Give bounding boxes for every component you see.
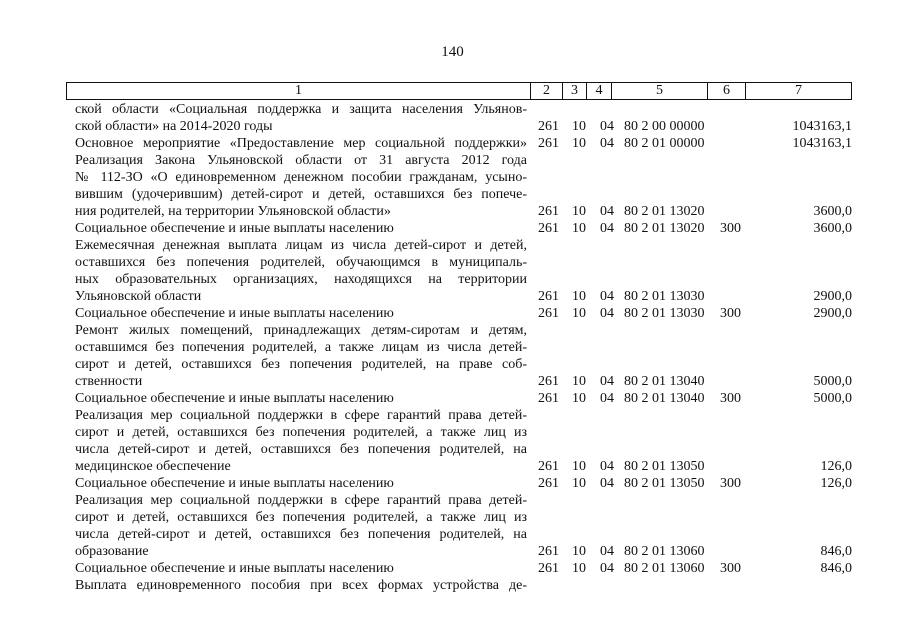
admin-code: 261	[538, 221, 559, 236]
section-code: 10	[572, 459, 586, 474]
code-row	[538, 322, 858, 339]
code-row	[538, 169, 858, 186]
code-row	[538, 373, 858, 390]
amount: 3600,0	[813, 204, 852, 219]
description-line: Ежемесячная денежная выплата лицам из числа детей-сирот и детей,	[75, 238, 527, 253]
description-line: Социальное обеспечение и иные выплаты населению	[75, 221, 394, 236]
subsection-code: 04	[600, 374, 614, 389]
target-article-code: 80 2 01 13040	[624, 374, 705, 389]
code-row	[538, 492, 858, 509]
column-header-2: 2	[531, 83, 563, 100]
description-line: ния родителей, на территории Ульяновской области»	[75, 204, 391, 219]
section-code: 10	[572, 544, 586, 559]
admin-code: 261	[538, 561, 559, 576]
section-code: 10	[572, 391, 586, 406]
code-row	[538, 135, 858, 152]
subsection-code: 04	[600, 561, 614, 576]
description-line: Выплата единовременного пособия при всех формах устройства де-	[75, 578, 527, 593]
section-code: 10	[572, 136, 586, 151]
expense-type-code: 300	[720, 221, 741, 236]
code-row	[538, 254, 858, 271]
subsection-code: 04	[600, 459, 614, 474]
code-row	[538, 509, 858, 526]
description-line: Основное мероприятие «Предоставление мер социальной поддержки»	[75, 136, 527, 151]
description-line: оставшихся без попечения родителей, обучающимся в муниципаль-	[75, 255, 527, 270]
amount: 3600,0	[813, 221, 852, 236]
description-line: Социальное обеспечение и иные выплаты населению	[75, 391, 394, 406]
code-row	[538, 203, 858, 220]
description-line: Социальное обеспечение и иные выплаты населению	[75, 476, 394, 491]
description-line: Ульяновской области	[75, 289, 202, 304]
target-article-code: 80 2 01 13020	[624, 221, 705, 236]
section-code: 10	[572, 289, 586, 304]
code-row	[538, 424, 858, 441]
code-row	[538, 152, 858, 169]
column-header-1: 1	[67, 83, 531, 100]
description-line: Реализация Закона Ульяновской области от 31 августа 2012 года	[75, 153, 527, 168]
code-row	[538, 407, 858, 424]
expense-type-code: 300	[720, 561, 741, 576]
description-line: Реализация мер социальной поддержки в сфере гарантий права детей-	[75, 408, 527, 423]
target-article-code: 80 2 01 13030	[624, 289, 705, 304]
section-code: 10	[572, 374, 586, 389]
subsection-code: 04	[600, 544, 614, 559]
code-row	[538, 305, 858, 322]
amount: 2900,0	[813, 306, 852, 321]
target-article-code: 80 2 01 13030	[624, 306, 705, 321]
codes-column	[538, 101, 858, 594]
subsection-code: 04	[600, 204, 614, 219]
description-line: Социальное обеспечение и иные выплаты населению	[75, 306, 394, 321]
description-line: Социальное обеспечение и иные выплаты населению	[75, 561, 394, 576]
section-code: 10	[572, 204, 586, 219]
subsection-code: 04	[600, 289, 614, 304]
column-header-3: 3	[563, 83, 587, 100]
code-row	[538, 237, 858, 254]
code-row	[538, 271, 858, 288]
code-row	[538, 356, 858, 373]
admin-code: 261	[538, 306, 559, 321]
amount: 126,0	[820, 476, 852, 491]
expense-type-code: 300	[720, 306, 741, 321]
target-article-code: 80 2 01 13020	[624, 204, 705, 219]
description-line: ской области» на 2014-2020 годы	[75, 119, 273, 134]
subsection-code: 04	[600, 391, 614, 406]
subsection-code: 04	[600, 476, 614, 491]
description-line: ственности	[75, 374, 143, 389]
code-row	[538, 475, 858, 492]
section-code: 10	[572, 561, 586, 576]
admin-code: 261	[538, 544, 559, 559]
description-line: образование	[75, 544, 149, 559]
column-header-5: 5	[612, 83, 708, 100]
target-article-code: 80 2 01 13040	[624, 391, 705, 406]
section-code: 10	[572, 306, 586, 321]
target-article-code: 80 2 01 00000	[624, 136, 705, 151]
admin-code: 261	[538, 136, 559, 151]
section-code: 10	[572, 119, 586, 134]
description-line: ской области «Социальная поддержка и защита населения Ульянов-	[75, 102, 527, 117]
admin-code: 261	[538, 459, 559, 474]
code-row	[538, 220, 858, 237]
target-article-code: 80 2 00 00000	[624, 119, 705, 134]
amount: 1043163,1	[792, 119, 852, 134]
target-article-code: 80 2 01 13050	[624, 459, 705, 474]
expense-type-code: 300	[720, 391, 741, 406]
expense-type-code: 300	[720, 476, 741, 491]
subsection-code: 04	[600, 136, 614, 151]
subsection-code: 04	[600, 119, 614, 134]
column-header-row	[67, 83, 852, 100]
section-code: 10	[572, 476, 586, 491]
code-row	[538, 543, 858, 560]
section-code: 10	[572, 221, 586, 236]
subsection-code: 04	[600, 221, 614, 236]
page-number: 140	[441, 44, 464, 60]
amount: 846,0	[820, 561, 852, 576]
admin-code: 261	[538, 119, 559, 134]
admin-code: 261	[538, 476, 559, 491]
code-row	[538, 339, 858, 356]
description-line: медицинское обеспечение	[75, 459, 231, 474]
admin-code: 261	[538, 391, 559, 406]
description-line: числа детей-сирот и детей, оставшихся без попечения родителей, на	[75, 527, 527, 542]
target-article-code: 80 2 01 13060	[624, 544, 705, 559]
description-line: вившим (удочерившим) детей-сирот и детей, оставшихся без попече-	[75, 187, 527, 202]
amount: 5000,0	[813, 391, 852, 406]
description-line: Ремонт жилых помещений, принадлежащих детям-сиротам и детям,	[75, 323, 527, 338]
column-header-4: 4	[587, 83, 612, 100]
description-line: сирот и детей, оставшихся без попечения родителей, а также лиц из	[75, 510, 527, 525]
code-row	[538, 186, 858, 203]
amount: 5000,0	[813, 374, 852, 389]
admin-code: 261	[538, 204, 559, 219]
amount: 1043163,1	[792, 136, 852, 151]
amount: 126,0	[820, 459, 852, 474]
code-row	[538, 118, 858, 135]
admin-code: 261	[538, 289, 559, 304]
description-line: числа детей-сирот и детей, оставшихся без попечения родителей, на	[75, 442, 527, 457]
code-row	[538, 441, 858, 458]
column-header-table	[66, 82, 852, 100]
description-line: сирот и детей, оставшихся без попечения родителей, а также лиц из	[75, 425, 527, 440]
amount: 846,0	[820, 544, 852, 559]
code-row	[538, 458, 858, 475]
code-row	[538, 560, 858, 577]
description-column	[75, 101, 527, 594]
amount: 2900,0	[813, 289, 852, 304]
description-line: ных образовательных организациях, находящихся на территории	[75, 272, 527, 287]
description-line: № 112-ЗО «О единовременном денежном пособии гражданам, усыно-	[75, 170, 527, 185]
code-row	[538, 288, 858, 305]
target-article-code: 80 2 01 13060	[624, 561, 705, 576]
code-row	[538, 101, 858, 118]
description-line: оставшимся без попечения родителей, а также лицам из числа детей-	[75, 340, 527, 355]
code-row	[538, 390, 858, 407]
column-header-6: 6	[708, 83, 746, 100]
column-header-7: 7	[746, 83, 852, 100]
description-line: сирот и детей, оставшихся без попечения родителей, на праве соб-	[75, 357, 527, 372]
description-line: Реализация мер социальной поддержки в сфере гарантий права детей-	[75, 493, 527, 508]
target-article-code: 80 2 01 13050	[624, 476, 705, 491]
admin-code: 261	[538, 374, 559, 389]
subsection-code: 04	[600, 306, 614, 321]
code-row	[538, 526, 858, 543]
code-row	[538, 577, 858, 594]
